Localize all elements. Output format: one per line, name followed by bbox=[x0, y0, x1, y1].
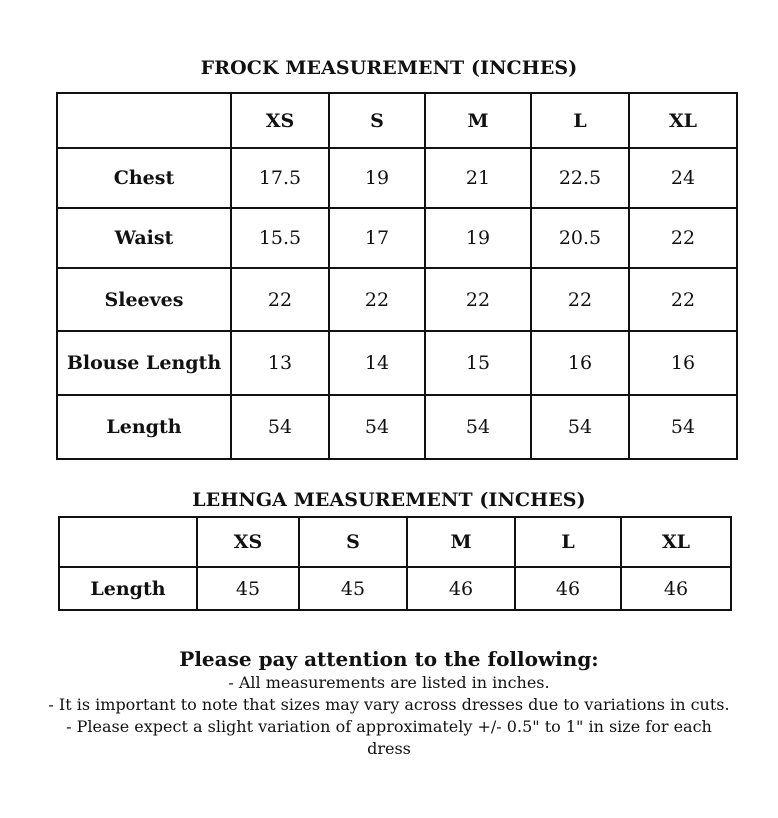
table-row-length bbox=[57, 395, 737, 459]
size-header: M bbox=[407, 517, 515, 567]
header-row bbox=[57, 93, 737, 148]
lehnga-table-title: LEHNGA MEASUREMENT (INCHES) bbox=[192, 489, 586, 511]
measurement-cell: 45 bbox=[299, 567, 407, 610]
size-header: XL bbox=[621, 517, 731, 567]
measurement-cell: 22 bbox=[231, 268, 329, 331]
measurement-cell: 54 bbox=[629, 395, 737, 459]
size-header: M bbox=[425, 93, 531, 148]
row-label: Blouse Length bbox=[57, 331, 231, 395]
measurement-cell: 20.5 bbox=[531, 208, 629, 268]
size-header: L bbox=[515, 517, 621, 567]
size-header: S bbox=[329, 93, 425, 148]
row-label: Waist bbox=[57, 208, 231, 268]
measurement-cell: 22 bbox=[329, 268, 425, 331]
header-row bbox=[59, 517, 731, 567]
measurement-cell: 22.5 bbox=[531, 148, 629, 208]
measurement-cell: 54 bbox=[329, 395, 425, 459]
measurement-cell: 46 bbox=[621, 567, 731, 610]
measurement-cell: 15 bbox=[425, 331, 531, 395]
notes-section bbox=[0, 646, 778, 760]
table-row-length bbox=[59, 567, 731, 610]
notes-heading: Please pay attention to the following: bbox=[179, 647, 599, 671]
size-header: XS bbox=[231, 93, 329, 148]
size-header: XL bbox=[629, 93, 737, 148]
table-row-chest bbox=[57, 148, 737, 208]
measurement-cell: 22 bbox=[425, 268, 531, 331]
table-row-blouse-length bbox=[57, 331, 737, 395]
measurement-cell: 22 bbox=[629, 268, 737, 331]
measurement-cell: 24 bbox=[629, 148, 737, 208]
measurement-cell: 14 bbox=[329, 331, 425, 395]
measurement-cell: 17 bbox=[329, 208, 425, 268]
table-row-waist bbox=[57, 208, 737, 268]
lehnga-measurement-table bbox=[58, 516, 732, 611]
corner-cell bbox=[59, 517, 197, 567]
measurement-cell: 45 bbox=[197, 567, 299, 610]
frock-table-title: FROCK MEASUREMENT (INCHES) bbox=[200, 57, 578, 79]
measurement-cell: 21 bbox=[425, 148, 531, 208]
frock-measurement-table bbox=[56, 92, 738, 460]
size-header: XS bbox=[197, 517, 299, 567]
measurement-cell: 19 bbox=[329, 148, 425, 208]
row-label: Length bbox=[57, 395, 231, 459]
note-line: - Please expect a slight variation of approximately +/- 0.5" to 1" in size for each dress bbox=[66, 717, 712, 758]
measurement-cell: 15.5 bbox=[231, 208, 329, 268]
measurement-cell: 54 bbox=[531, 395, 629, 459]
measurement-cell: 22 bbox=[629, 208, 737, 268]
measurement-cell: 16 bbox=[629, 331, 737, 395]
row-label: Length bbox=[59, 567, 197, 610]
measurement-cell: 54 bbox=[425, 395, 531, 459]
row-label: Chest bbox=[57, 148, 231, 208]
measurement-cell: 22 bbox=[531, 268, 629, 331]
size-header: S bbox=[299, 517, 407, 567]
corner-cell bbox=[57, 93, 231, 148]
note-line: - All measurements are listed in inches. bbox=[228, 673, 550, 692]
measurement-cell: 46 bbox=[515, 567, 621, 610]
measurement-cell: 46 bbox=[407, 567, 515, 610]
row-label: Sleeves bbox=[57, 268, 231, 331]
measurement-cell: 54 bbox=[231, 395, 329, 459]
table-row-sleeves bbox=[57, 268, 737, 331]
measurement-cell: 13 bbox=[231, 331, 329, 395]
measurement-cell: 19 bbox=[425, 208, 531, 268]
measurement-cell: 17.5 bbox=[231, 148, 329, 208]
size-header: L bbox=[531, 93, 629, 148]
note-line: - It is important to note that sizes may vary across dresses due to variations in cuts. bbox=[48, 695, 730, 714]
measurement-cell: 16 bbox=[531, 331, 629, 395]
